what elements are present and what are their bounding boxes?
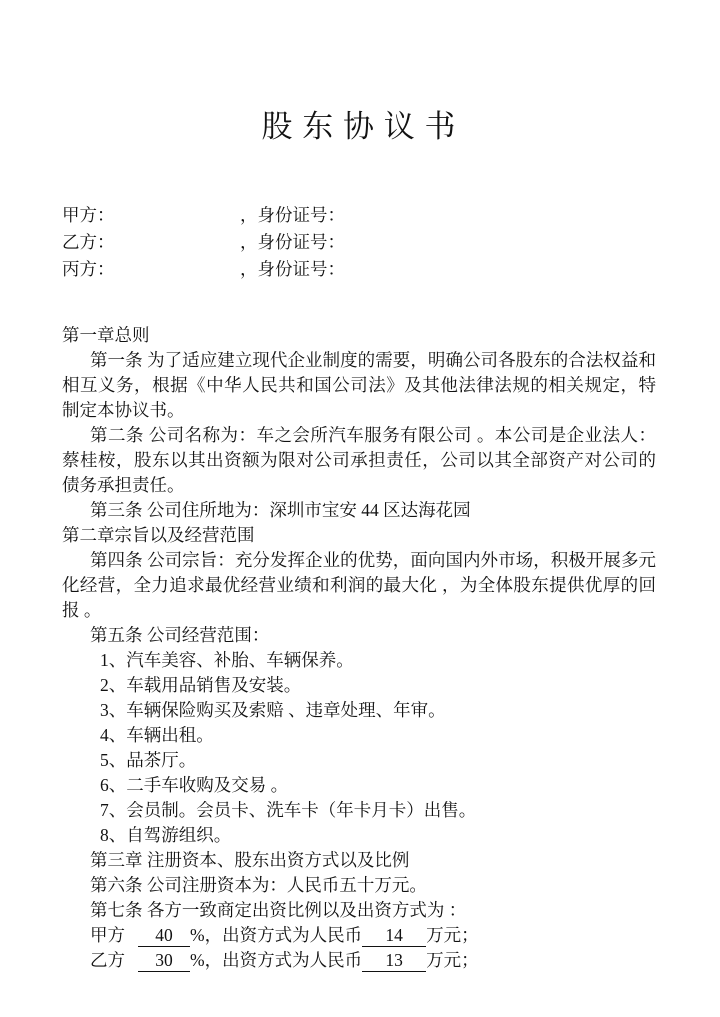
- business-scope-item: 7、会员制。会员卡、洗车卡（年卡月卡）出售。: [100, 800, 477, 820]
- clause-4-paragraph: 第四条 公司宗旨：充分发挥企业的优势，面向国内外市场，积极开展多元化经营，全力追求最优经营业绩和利润的最大化 ，为全体股东提供优厚的回报 。: [62, 550, 656, 620]
- contribution-amount-text: 万元；: [426, 925, 479, 945]
- clause-3-paragraph: 第三条 公司住所地为：深圳市宝安 44 区达海花园: [90, 500, 471, 520]
- parties-block: [62, 202, 656, 283]
- contribution-row-yifang: [62, 948, 656, 973]
- party-name-label: 丙方：: [62, 259, 115, 279]
- contribution-party-label: 甲方: [90, 925, 125, 945]
- chapter-1-heading: 第一章总则: [62, 325, 150, 345]
- party-id-label: ，身份证号：: [240, 205, 345, 225]
- business-scope-item: 2、车载用品销售及安装。: [100, 675, 302, 695]
- business-scope-list: [62, 648, 656, 848]
- party-id-label: ，身份证号：: [240, 259, 345, 279]
- party-name-label: 甲方：: [62, 205, 115, 225]
- party-name-label: 乙方：: [62, 232, 115, 252]
- contribution-party-label: 乙方: [90, 950, 125, 970]
- chapter-2-heading: 第二章宗旨以及经营范围: [62, 525, 255, 545]
- clause-1-paragraph: 第一条 为了适应建立现代企业制度的需要，明确公司各股东的合法权益和相互义务，根据《中华人民共和国公司法》及其他法律法规的相关规定，特制定本协议书。: [62, 350, 656, 420]
- amount-blank-field: 14: [362, 925, 426, 947]
- chapter-3-heading: 第三章 注册资本、股东出资方式以及比例: [90, 850, 410, 870]
- party-row-jiafang: [62, 202, 656, 229]
- clause-6-paragraph: 第六条 公司注册资本为：人民币五十万元。: [90, 875, 427, 895]
- percent-blank-field: 40: [138, 925, 190, 947]
- percent-blank-field: 30: [138, 950, 190, 972]
- party-id-label: ，身份证号：: [240, 232, 345, 252]
- contribution-percent-text: %，出资方式为人民币: [190, 950, 363, 970]
- document-title: 股 东 协 议 书: [261, 109, 457, 144]
- party-row-yifang: [62, 229, 656, 256]
- document-body: [62, 323, 656, 973]
- business-scope-item: 3、车辆保险购买及索赔 、违章处理、年审。: [100, 700, 446, 720]
- business-scope-item: 8、自驾游组织。: [100, 825, 232, 845]
- contribution-percent-text: %，出资方式为人民币: [190, 925, 363, 945]
- clause-7-paragraph: 第七条 各方一致商定出资比例以及出资方式为 ：: [90, 900, 467, 920]
- party-row-bingfang: [62, 256, 656, 283]
- business-scope-item: 4、车辆出租。: [100, 725, 214, 745]
- business-scope-item: 5、品茶厅。: [100, 750, 197, 770]
- clause-2-paragraph: 第二条 公司名称为：车之会所汽车服务有限公司 。本公司是企业法人：蔡桂桉，股东以其出资额为限对公司承担责任，公司以其全部资产对公司的债务承担责任。: [62, 425, 656, 495]
- business-scope-item: 1、汽车美容、补胎、车辆保养。: [100, 650, 354, 670]
- amount-blank-field: 13: [362, 950, 426, 972]
- clause-5-paragraph: 第五条 公司经营范围：: [90, 625, 270, 645]
- business-scope-item: 6、二手车收购及交易 。: [100, 775, 289, 795]
- contribution-amount-text: 万元；: [426, 950, 479, 970]
- contribution-row-jiafang: [62, 923, 656, 948]
